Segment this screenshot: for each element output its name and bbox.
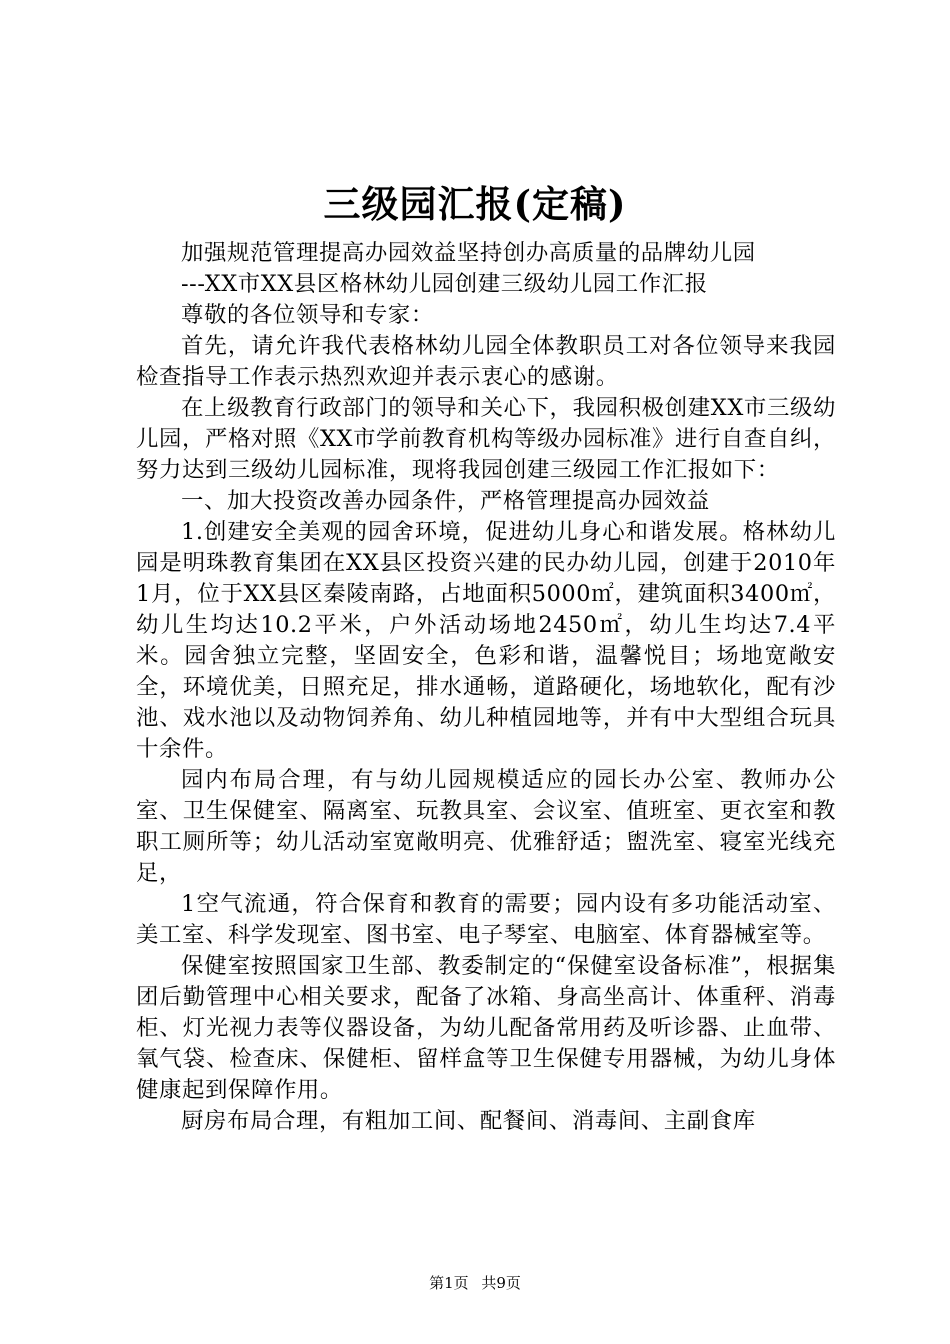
paragraph-facilities: 1空气流通，符合保育和教育的需要；园内设有多功能活动室、美工室、科学发现室、图书室、电子琴室、电脑室、体育器械室等。 xyxy=(136,891,836,948)
page-footer xyxy=(0,1272,950,1293)
document-body xyxy=(136,238,836,1137)
paragraph-intro: 在上级教育行政部门的领导和关心下，我园积极创建XX市三级幼儿园，严格对照《XX市学前教育机构等级办园标准》进行自查自纠，努力达到三级幼儿园标准，现将我园创建三级园工作汇报如下： xyxy=(136,395,836,483)
page-total: 共9页 xyxy=(481,1274,521,1292)
page-number: 第1页 xyxy=(429,1274,469,1292)
paragraph-kitchen: 厨房布局合理，有粗加工间、配餐间、消毒间、主副食库 xyxy=(181,1108,756,1134)
subtitle-line-2: ---XX市XX县区格林幼儿园创建三级幼儿园工作汇报 xyxy=(181,271,708,297)
paragraph-health-room: 保健室按照国家卫生部、教委制定的“保健室设备标准”，根据集团后勤管理中心相关要求，配备了冰箱、身高坐高计、体重秤、消毒柜、灯光视力表等仪器设备，为幼儿配备常用药及听诊器、止血带、氧气袋、检查床、保健柜、留样盒等卫生保健专用器械，为幼儿身体健康起到保障作用。 xyxy=(136,953,836,1103)
salutation: 尊敬的各位领导和专家： xyxy=(181,302,434,328)
paragraph-welcome: 首先，请允许我代表格林幼儿园全体教职员工对各位领导来我园检查指导工作表示热烈欢迎并表示衷心的感谢。 xyxy=(136,333,836,390)
subtitle-line-1: 加强规范管理提高办园效益坚持创办高质量的品牌幼儿园 xyxy=(181,240,756,266)
paragraph-environment: 1.创建安全美观的园舍环境，促进幼儿身心和谐发展。格林幼儿园是明珠教育集团在XX县区投资兴建的民办幼儿园，创建于2010年1月，位于XX县区秦陵南路，占地面积5000㎡，建筑面积3400㎡，幼儿生均达10.2平米，户外活动场地2450㎡，幼儿生均达7.4平米。园舍独立完整，坚固安全，色彩和谐，温馨悦目；场地宽敞安全，环境优美，日照充足，排水通畅，道路硬化，场地软化，配有沙池、戏水池以及动物饲养角、幼儿种植园地等，并有中大型组合玩具十余件。 xyxy=(136,519,836,762)
section-heading-1: 一、加大投资改善办园条件，严格管理提高办园效益 xyxy=(181,488,710,514)
document-title: 三级园汇报(定稿) xyxy=(323,182,627,226)
paragraph-layout: 园内布局合理，有与幼儿园规模适应的园长办公室、教师办公室、卫生保健室、隔离室、玩教具室、会议室、值班室、更衣室和教职工厕所等；幼儿活动室宽敞明亮、优雅舒适；盥洗室、寝室光线充足， xyxy=(136,767,836,886)
